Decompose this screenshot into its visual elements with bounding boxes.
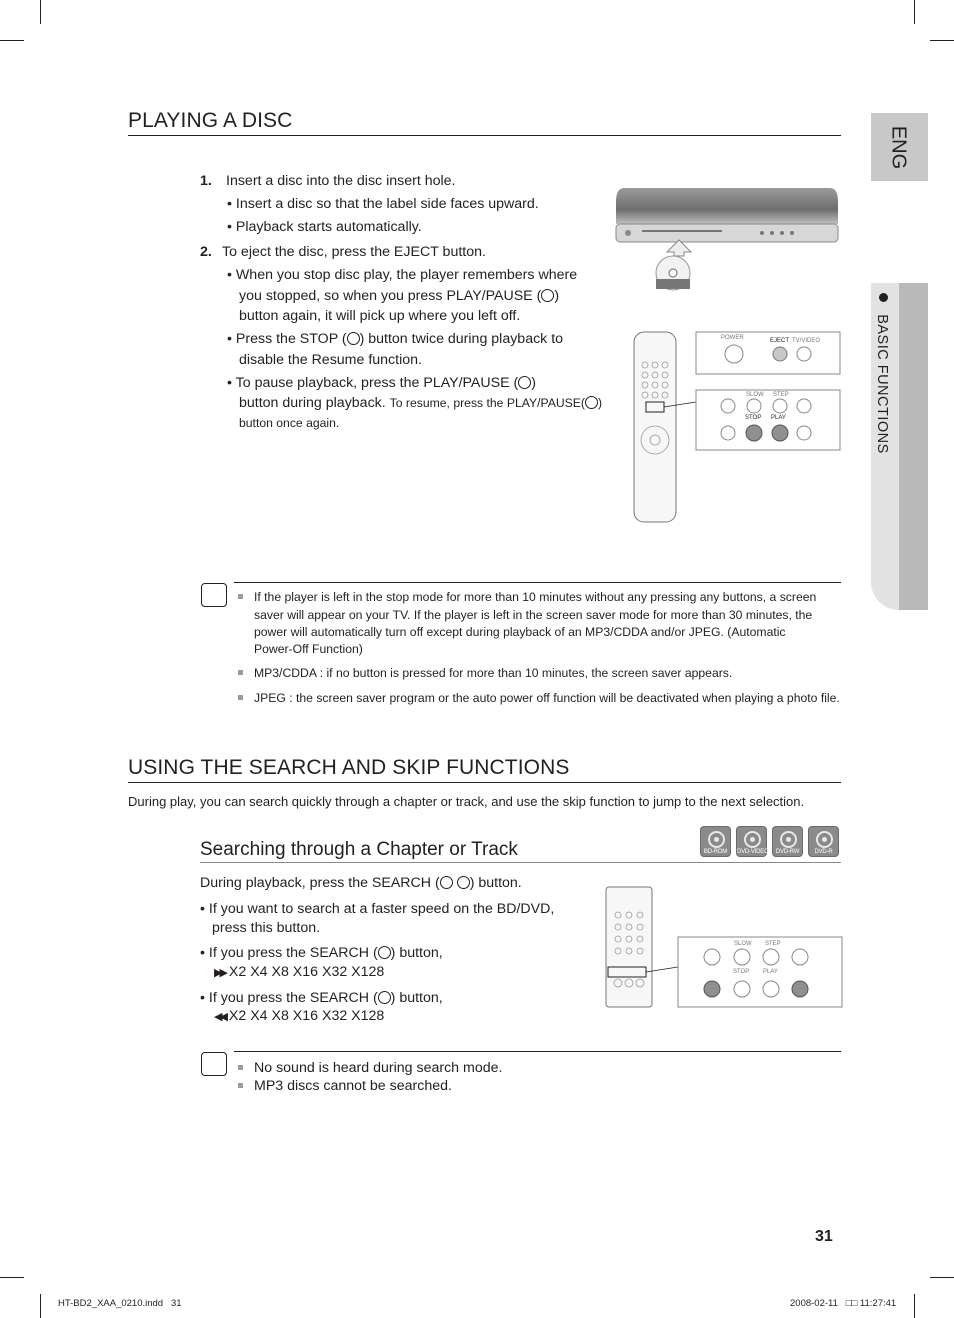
ff-seq-text: X2 X4 X8 X16 X32 X128 [228, 964, 385, 980]
remote2-slow-label: SLOW [734, 941, 752, 947]
crop-mark [930, 1277, 954, 1278]
bullet3-pre: you stopped, so when you press [239, 288, 447, 304]
subtitle-rule [200, 862, 841, 863]
crop-mark [0, 40, 24, 41]
fast-forward-icon [378, 946, 391, 959]
search-b2-key: SEARCH [309, 945, 369, 961]
section-title-playing: PLAYING A DISC [128, 109, 293, 132]
rw-sequence [214, 1006, 384, 1027]
section-label: BASIC FUNCTIONS [874, 314, 890, 454]
bullet4-line1: • Press the STOP ( ) button twice during playback to [227, 331, 564, 347]
note-bullet [238, 695, 243, 700]
step1-text: Insert a disc into the disc insert hole. [226, 173, 456, 189]
search-bullet1-line2: press this button. [212, 920, 321, 936]
ff-sequence [214, 962, 384, 983]
section-rule [128, 135, 841, 136]
crop-mark [40, 1294, 41, 1318]
bullet5-key2: PLAY/PAUSE [506, 396, 581, 410]
section-tab-dark [899, 283, 928, 610]
page-number: 31 [815, 1228, 833, 1245]
bullet5-key: PLAY/PAUSE [423, 375, 510, 391]
dvd-rw-badge: DVD-RW [772, 826, 803, 857]
search-b2-post: ) button, [390, 945, 443, 961]
step2-text [222, 242, 486, 262]
bullet4-pre: • Press the [227, 331, 300, 347]
remote-illustration [632, 330, 844, 525]
bullet5-line1: • To pause playback, press the PLAY/PAUSE ( ) [227, 375, 536, 391]
search-line1: During playback, press the SEARCH ( ) button. [200, 875, 522, 891]
rewind-icon [440, 876, 453, 889]
note1-line4: Power-Off Function) [254, 642, 363, 656]
search-b3-post: ) button, [390, 990, 443, 1006]
note-bullet [238, 594, 243, 599]
step1-bullet1: • Insert a disc so that the label side faces upward. [227, 196, 539, 212]
crop-mark [40, 0, 41, 24]
remote2-stop-label: STOP [733, 969, 750, 975]
rewind-icon [378, 991, 391, 1004]
lang-label: ENG [887, 125, 910, 170]
search-line1-pre: During playback, press the [200, 875, 372, 891]
note1-line5: MP3/CDDA : if no button is pressed for more than 10 minutes, the screen saver appears. [254, 666, 733, 680]
note-rule [234, 1051, 841, 1052]
remote-power-label: POWER [721, 335, 744, 341]
note1-line6: JPEG : the screen saver program or the auto power off function will be deactivated when playing a photo file. [254, 691, 840, 705]
note-bullet [238, 1065, 243, 1070]
note1-line3: power will automatically turn off except during playback of an MP3/CDDA and/or JPEG. (Automatic [254, 625, 786, 639]
section-title-search: USING THE SEARCH AND SKIP FUNCTIONS [128, 756, 570, 779]
section-rule [128, 782, 841, 783]
step2-key: EJECT [393, 244, 439, 260]
note-icon [201, 1052, 227, 1076]
bullet3-post: ) [554, 288, 560, 304]
section-dot-icon [879, 293, 888, 302]
note1-line2: saver will appear on your TV. If the player is left in the screen saver mode for more than 30 minutes, the [254, 608, 813, 622]
note-rule [234, 582, 841, 583]
bullet4-key: STOP [299, 331, 338, 347]
crop-mark [0, 1277, 24, 1278]
remote2-step-label: STEP [765, 941, 781, 947]
footer-file: HT-BD2_XAA_0210.indd 31 [58, 1298, 182, 1309]
search-line1-post: ) button. [469, 875, 522, 891]
step1-number: 1. [200, 173, 212, 189]
bullet5-pre: • To pause playback, press the [227, 375, 424, 391]
remote-tvvideo-label: TV/VIDEO [792, 338, 821, 344]
crop-mark [930, 40, 954, 41]
bullet4-line2: disable the Resume function. [239, 352, 422, 368]
remote2-play-label: PLAY [763, 969, 778, 975]
search-b3-key: SEARCH [309, 990, 369, 1006]
search-b3-pre: • If you press the [200, 990, 310, 1006]
step2-post: button. [438, 244, 486, 260]
play-pause-icon [585, 396, 598, 409]
search-subtitle: Searching through a Chapter or Track [200, 839, 518, 860]
play-pause-icon [541, 289, 554, 302]
note-bullet [238, 1083, 243, 1088]
ff-arrow-icon: ▶▶ [214, 967, 225, 979]
bullet3-key: PLAY/PAUSE [446, 288, 533, 304]
rw-arrow-icon: ◀◀ [214, 1011, 225, 1023]
bullet3-line1: • When you stop disc play, the player remembers where [227, 267, 578, 283]
step1-bullet2: • Playback starts automatically. [227, 219, 422, 235]
note1-line1: If the player is left in the stop mode for more than 10 minutes without any pressing any buttons, a screen [254, 590, 817, 604]
bullet5-small: To resume, press the [389, 396, 507, 410]
step2-number: 2. [200, 244, 212, 260]
footer-date: 2008-02-11 □□ 11:27:41 [790, 1298, 897, 1309]
note2-line1: No sound is heard during search mode. [254, 1060, 503, 1076]
remote-eject-label: EJECT [770, 338, 790, 344]
remote-play-label: PLAY [771, 415, 786, 421]
fast-forward-icon [457, 876, 470, 889]
stop-icon [347, 332, 360, 345]
note-icon [201, 583, 227, 607]
bullet3-line2: you stopped, so when you press PLAY/PAUSE ( ) [239, 288, 560, 304]
note2-line2: MP3 discs cannot be searched. [254, 1078, 452, 1094]
bullet5-post2: ) [597, 396, 603, 410]
remote-illustration-2 [604, 885, 844, 1010]
note-bullet [238, 670, 243, 675]
search-intro: During play, you can search quickly through a chapter or track, and use the skip function to jump to the next selection. [128, 794, 805, 809]
remote-stop-label: STOP [745, 415, 762, 421]
bullet5-line2: button during playback. To resume, press the PLAY/PAUSE( ) [239, 395, 603, 411]
play-pause-icon [518, 376, 531, 389]
search-bullet2: • If you press the SEARCH ( ) button, [200, 945, 443, 961]
remote-slow-label: SLOW [746, 392, 764, 398]
rw-seq-text: X2 X4 X8 X16 X32 X128 [228, 1008, 385, 1024]
bullet5-pre2: button during playback. [239, 395, 390, 411]
search-key: SEARCH [371, 875, 432, 891]
bullet5-line3: button once again. [239, 416, 340, 430]
bullet4-post: ) button twice during playback to [359, 331, 564, 347]
search-b2-pre: • If you press the [200, 945, 310, 961]
remote-step-label: STEP [773, 392, 789, 398]
bullet5-post: ) [531, 375, 536, 391]
dvd-video-badge: DVD-VIDEO [736, 826, 767, 857]
step2-pre: To eject the disc, press the [222, 244, 394, 260]
dvd-r-badge: DVD-R [808, 826, 839, 857]
bd-rom-badge: BD-ROM [700, 826, 731, 857]
bullet3-line3: button again, it will pick up where you left off. [239, 308, 521, 324]
search-bullet3: • If you press the SEARCH ( ) button, [200, 990, 443, 1006]
crop-mark [914, 0, 915, 24]
search-bullet1-line1: • If you want to search at a faster speed on the BD/DVD, [200, 901, 555, 917]
crop-mark [914, 1294, 915, 1318]
player-illustration [612, 184, 842, 294]
